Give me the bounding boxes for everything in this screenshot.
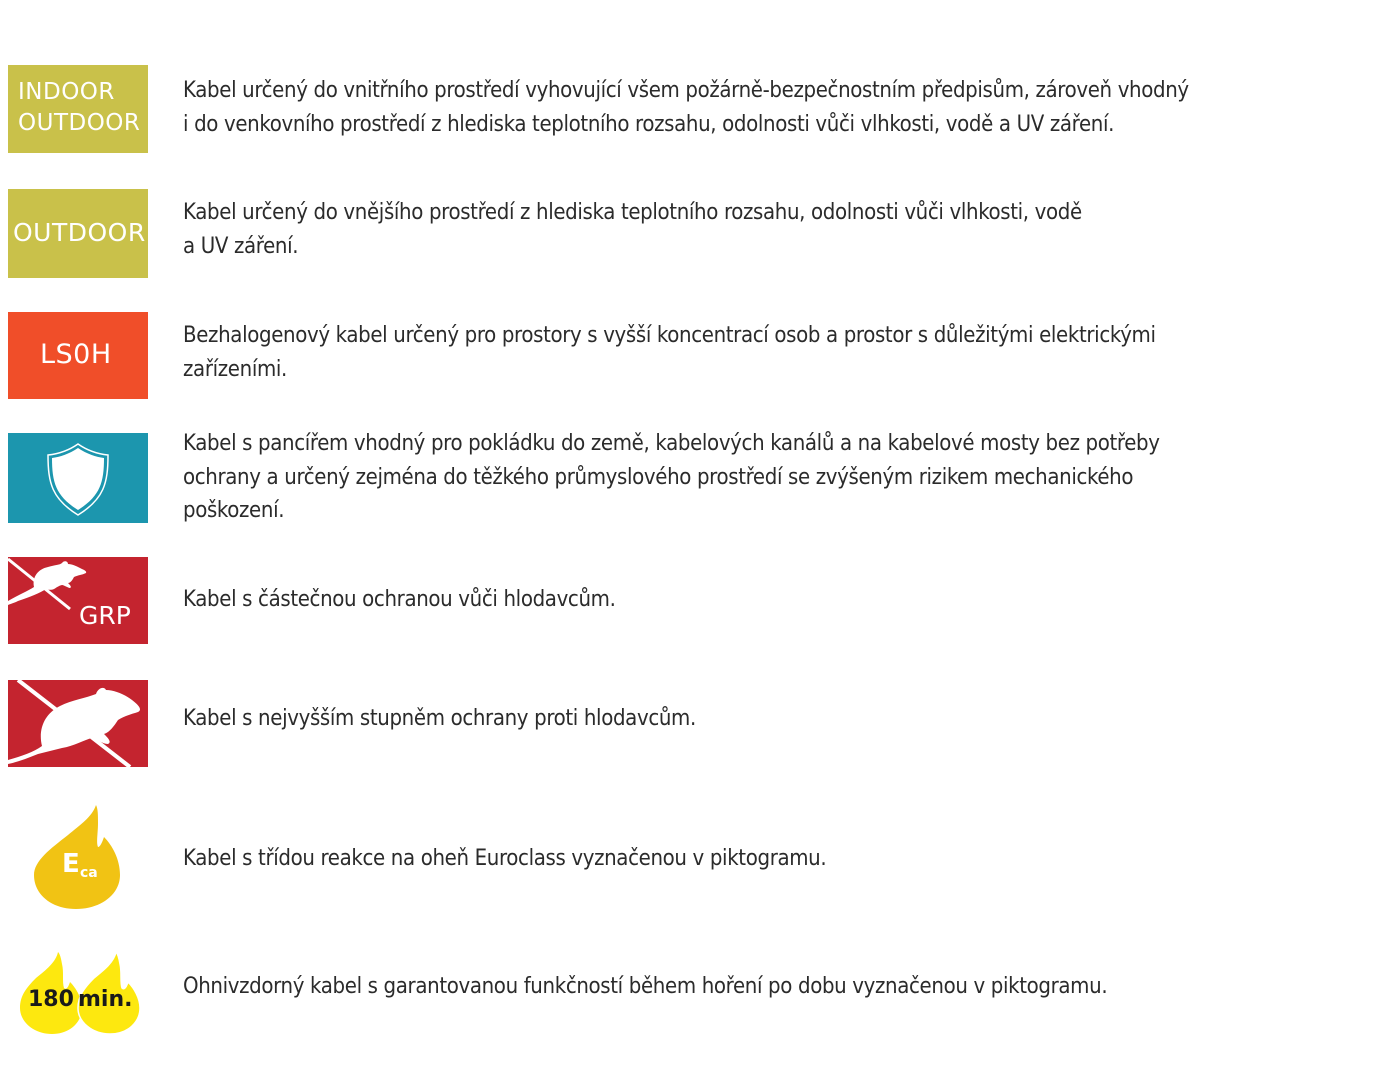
duration-number-label: 180 — [28, 987, 74, 1012]
description-line: Ohnivzdorný kabel s garantovanou funkčností během hoření po dobu vyznačenou v piktogramu. — [183, 974, 1108, 999]
description-indoor-outdoor — [183, 74, 1353, 141]
description-rodent-full — [183, 702, 1353, 736]
badge-label-outdoor: OUTDOOR — [13, 218, 146, 247]
description-line: Kabel určený do vnějšího prostředí z hlediska teplotního rozsahu, odolnosti vůči vlhkosti, vodě — [183, 200, 1082, 225]
description-line: a UV záření. — [183, 233, 299, 259]
description-line: Kabel s nejvyšším stupněm ochrany proti hlodavcům. — [183, 706, 696, 731]
euroclass-main-label: E — [62, 849, 80, 879]
indoor-outdoor-badge — [8, 65, 148, 153]
description-line: zařízeními. — [183, 356, 287, 382]
description-line: Kabel s pancířem vhodný pro pokládku do země, kabelových kanálů a na kabelové mosty bez potřeby — [183, 431, 1160, 456]
ls0h-badge — [8, 312, 148, 399]
shield-icon — [8, 433, 148, 523]
description-ls0h — [183, 319, 1353, 386]
rodent-grp-badge — [8, 557, 148, 644]
rodent-full-badge — [8, 680, 148, 767]
double-flame-badge — [18, 950, 142, 1036]
description-line: i do venkovního prostředí z hlediska teplotního rozsahu, odolnosti vůči vlhkosti, vodě a UV záření. — [183, 111, 1115, 137]
euroclass-sub-label: ca — [80, 865, 98, 881]
description-fire-resistant — [183, 970, 1353, 1004]
description-line: Kabel určený do vnitřního prostředí vyhovující všem požárně-bezpečnostním předpisům, zároveň vhodný — [183, 78, 1189, 103]
description-armored — [183, 427, 1353, 528]
description-line: poškození. — [183, 498, 285, 523]
description-line: Kabel s třídou reakce na oheň Euroclass vyznačenou v piktogramu. — [183, 846, 827, 871]
badge-label-ls0h: LS0H — [40, 339, 112, 370]
description-euroclass — [183, 842, 1353, 876]
badge-label-grp: GRP — [79, 601, 131, 630]
rodent-full-icon — [8, 680, 148, 767]
badge-label-outdoor: OUTDOOR — [18, 110, 141, 136]
description-line: Bezhalogenový kabel určený pro prostory s vyšší koncentrací osob a prostor s důležitými elektrickými — [183, 323, 1156, 348]
armored-badge — [8, 433, 148, 523]
description-line: ochrany a určený zejména do těžkého průmyslového prostředí se zvýšeným rizikem mechanického — [183, 464, 1134, 490]
badge-label-indoor: INDOOR — [18, 79, 115, 105]
duration-unit-label: min. — [78, 987, 133, 1012]
flame-euroclass-badge — [30, 803, 125, 911]
description-outdoor — [183, 196, 1353, 263]
outdoor-badge — [8, 189, 148, 278]
description-rodent-grp — [183, 583, 1353, 617]
description-line: Kabel s částečnou ochranou vůči hlodavcům. — [183, 587, 616, 612]
